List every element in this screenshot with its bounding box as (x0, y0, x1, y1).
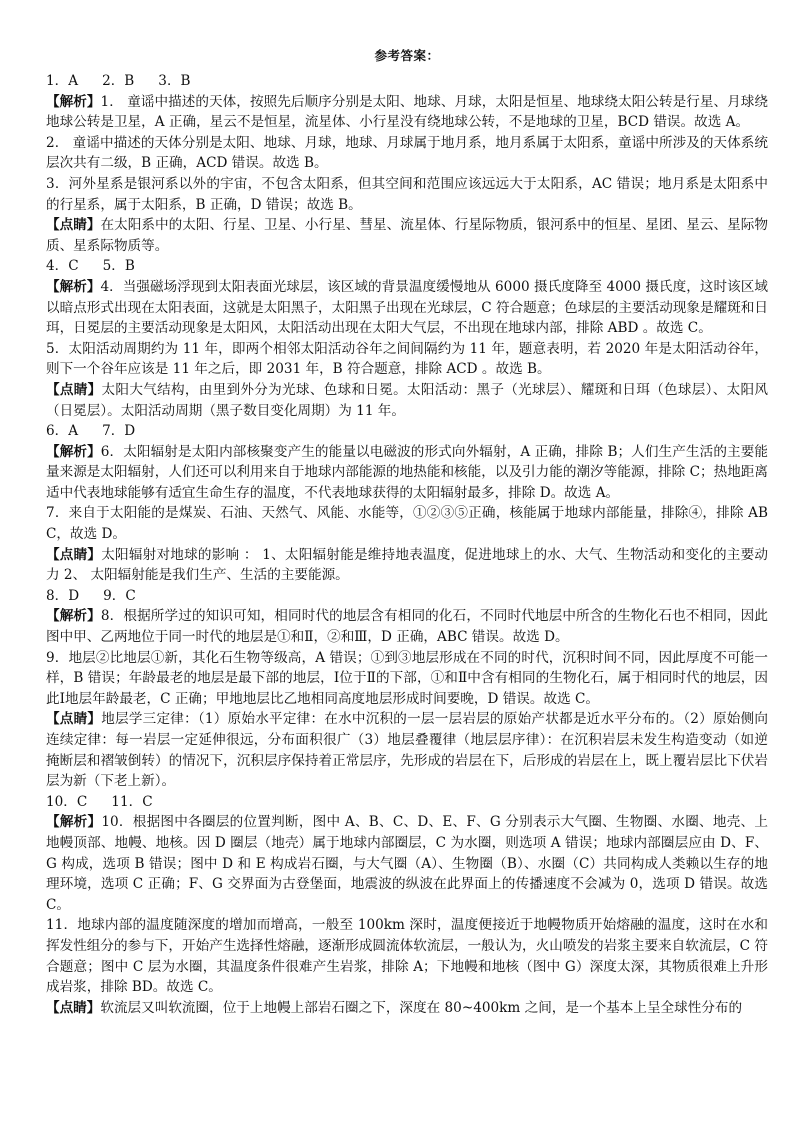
paragraph-text: 地层学三定律：（1）原始水平定律：在水中沉积的一层一层岩层的原始产状都是近水平分布的。（2）原始侧向连续定律：每一岩层一定延伸很远，分布面积很广（3）地层叠覆律（地层层序律）：在沉积岩层未发生构造变动（如逆掩断层和褶皱倒转）的情况下，沉积层序保持着正常层序，先形成的岩层在下，后形成的岩层在上，既上覆岩层比下伏岩层为新（下老上新）。 (46, 711, 769, 790)
section-tag: 【解析】 (46, 93, 101, 110)
answer-item: 4．C (46, 258, 79, 275)
answer-item: 2．B (102, 73, 135, 89)
analysis-paragraph (46, 812, 768, 915)
section-tag: 【解析】 (46, 278, 101, 295)
analysis-paragraph (46, 503, 768, 544)
analysis-paragraph (46, 277, 768, 339)
answer-line (46, 792, 768, 813)
answer-item: 11．C (111, 793, 153, 810)
section-tag: 【解析】 (46, 443, 101, 460)
paragraph-text: 4．当强磁场浮现到太阳表面光球层，该区域的背景温度缓慢地从 6000 摄氏度降至 4000 摄氏度，这时该区域以暗点形式出现在太阳表面，这就是太阳黑子，太阳黑子出现在光球层，C 符合题意；色球层的主要活动现象是耀斑和日珥，日冕层的主要活动现象是太阳风，太阳活动出现在太阳大气层，不出现在地球内部，排除 ABD 。故选 C。 (46, 278, 768, 337)
analysis-paragraph (46, 133, 768, 174)
paragraph-text: 在太阳系中的太阳、行星、卫星、小行星、彗星、流星体、行星际物质，银河系中的恒星、星团、星云、星际物质、星系际物质等。 (46, 217, 769, 254)
answer-item: 1．A (46, 73, 79, 89)
tip-paragraph (46, 545, 768, 586)
analysis-paragraph (46, 915, 768, 997)
answer-item: 8．D (46, 587, 80, 604)
answer-item: 7．D (102, 423, 136, 440)
answer-item: 5．B (102, 258, 135, 275)
paragraph-text: 太阳辐射对地球的影响 ： 1、太阳辐射能是维持地表温度，促进地球上的水、大气、生物活动和变化的主要动力 2、 太阳辐射能是我们生产、生活的主要能源。 (46, 546, 769, 584)
tip-paragraph (46, 998, 768, 1019)
answer-line (46, 71, 768, 92)
answer-sheet (46, 46, 768, 1018)
analysis-paragraph (46, 442, 768, 504)
page-title: 参考答案： (374, 48, 440, 63)
tip-paragraph (46, 215, 768, 256)
paragraph-text: 6．太阳辐射是太阳内部核聚变产生的能量以电磁波的形式向外辐射，A 正确，排除 B；人们生产生活的主要能量来源是太阳辐射，人们还可以利用来自于地球内部能源的地热能和核能，以及引力能的潮汐等能源，排除 C；热地距离适中代表地球能够有适宜生命生存的温度，不代表地球获得的太阳辐射最多，排除 D。故选 A。 (46, 443, 768, 501)
paragraph-text: 8．根据所学过的知识可知，相同时代的地层含有相同的化石，不同时代地层中所含的生物化石也不相同，因此图中甲、乙两地位于同一时代的地层是①和Ⅱ，②和Ⅲ，D 正确，ABC 错误。故选 D。 (46, 608, 768, 646)
section-tag: 【解析】 (46, 608, 101, 625)
analysis-paragraph (46, 92, 768, 133)
analysis-paragraph (46, 174, 768, 215)
analysis-paragraph (46, 339, 768, 380)
section-tag: 【点睛】 (46, 711, 102, 728)
answer-line (46, 586, 768, 607)
paragraph-text: 太阳大气结构，由里到外分为光球、色球和日冕。太阳活动：黑子（光球层）、耀斑和日珥（色球层）、太阳风（日冕层）。太阳活动周期（黑子数目变化周期）为 11 年。 (46, 381, 768, 419)
answer-line (46, 421, 768, 442)
answer-item: 10．C (46, 793, 88, 810)
paragraph-text: 1． 童谣中描述的天体，按照先后顺序分别是太阳、地球、月球，太阳是恒星、地球绕太阳公转是行星、月球绕地球公转是卫星，A 正确，星云不是恒星，流星体、小行星没有绕地球公转，不是地球的卫星，BCD 错误。故选 A。 (46, 93, 769, 131)
tip-paragraph (46, 380, 768, 421)
paragraph-text: 3．河外星系是银河系以外的宇宙，不包含太阳系，但其空间和范围应该远远大于太阳系，AC 错误；地月系是太阳系中的行星系，属于太阳系，B 正确，D 错误；故选 B。 (46, 175, 768, 213)
section-tag: 【点睛】 (46, 381, 102, 398)
answer-line (46, 256, 768, 277)
section-tag: 【点睛】 (46, 546, 102, 563)
paragraph-text: 11．地球内部的温度随深度的增加而增高，一般至 100km 深时，温度便接近于地幔物质开始熔融的温度，这时在水和挥发性组分的参与下，开始产生选择性熔融，逐渐形成圆流体软流层，一般认为，火山喷发的岩浆主要来自软流层，C 符合题意；图中 C 层为水圈，其温度条件很难产生岩浆，排除 A；下地幔和地核（图中 G）深度太深，其物质很难上升形成岩浆，排除 BD。故选 C。 (46, 917, 768, 996)
paragraph-text: 9．地层②比地层①新，其化石生物等级高，A 错误；①到③地层形成在不同的时代，沉积时间不同，因此厚度不可能一样，B 错误；年龄最老的地层是最下部的地层，Ⅰ位于Ⅱ的下部，①和Ⅱ中含有相同的生物化石，属于相同时代的地层，因此Ⅰ地层年龄最老，C 正确；甲地地层比乙地相同高度地层形成时间要晚，D 错误。故选 C。 (46, 649, 768, 707)
answer-item: 3．B (158, 73, 191, 89)
tip-paragraph (46, 709, 768, 791)
section-tag: 【解析】 (46, 814, 102, 831)
section-tag: 【点睛】 (46, 999, 101, 1016)
answer-item: 6．A (46, 423, 79, 440)
analysis-paragraph (46, 606, 768, 647)
paragraph-text: 5．太阳活动周期约为 11 年，即两个相邻太阳活动谷年之间间隔约为 11 年，题意表明，若 2020 年是太阳活动谷年，则下一个谷年应该是 11 年之后，即 2031 年，B 符合题意，排除 ACD 。故选 B。 (46, 340, 768, 378)
paragraph-text: 软流层又叫软流圈，位于上地幔上部岩石圈之下，深度在 80~400km 之间，是一个基本上呈全球性分布的 (100, 999, 743, 1016)
answer-item: 9．C (103, 587, 136, 604)
paragraph-text: 7．来自于太阳能的是煤炭、石油、天然气、风能、水能等，①②③⑤正确，核能属于地球内部能量，排除④，排除 ABC，故选 D。 (46, 505, 768, 543)
analysis-paragraph (46, 648, 768, 710)
section-tag: 【点睛】 (46, 217, 101, 234)
paragraph-text: 2． 童谣中描述的天体分别是太阳、地球、月球，地球、月球属于地月系，地月系属于太阳系，童谣中所涉及的天体系统层次共有二级，B 正确，ACD 错误。故选 B。 (46, 134, 768, 172)
paragraph-text: 10．根据图中各圈层的位置判断，图中 A、B、C、D、E、F、G 分别表示大气圈、生物圈、水圈、地壳、上地幔顶部、地幔、地核。因 D 圈层（地壳）属于地球内部圈层，C 为水圈，则选项 A 错误；地球内部圈层应由 D、F、G 构成，选项 B 错误；图中 D 和 E 构成岩石圈，与大气圈（A）、生物圈（B）、水圈（C）共同构成人类赖以生存的地理环境，选项 C 正确；F、G 交界面为古登堡面，地震波的纵波在此界面上的传播速度不会减为 0，选项 D 错误。故选 C。 (46, 814, 768, 913)
